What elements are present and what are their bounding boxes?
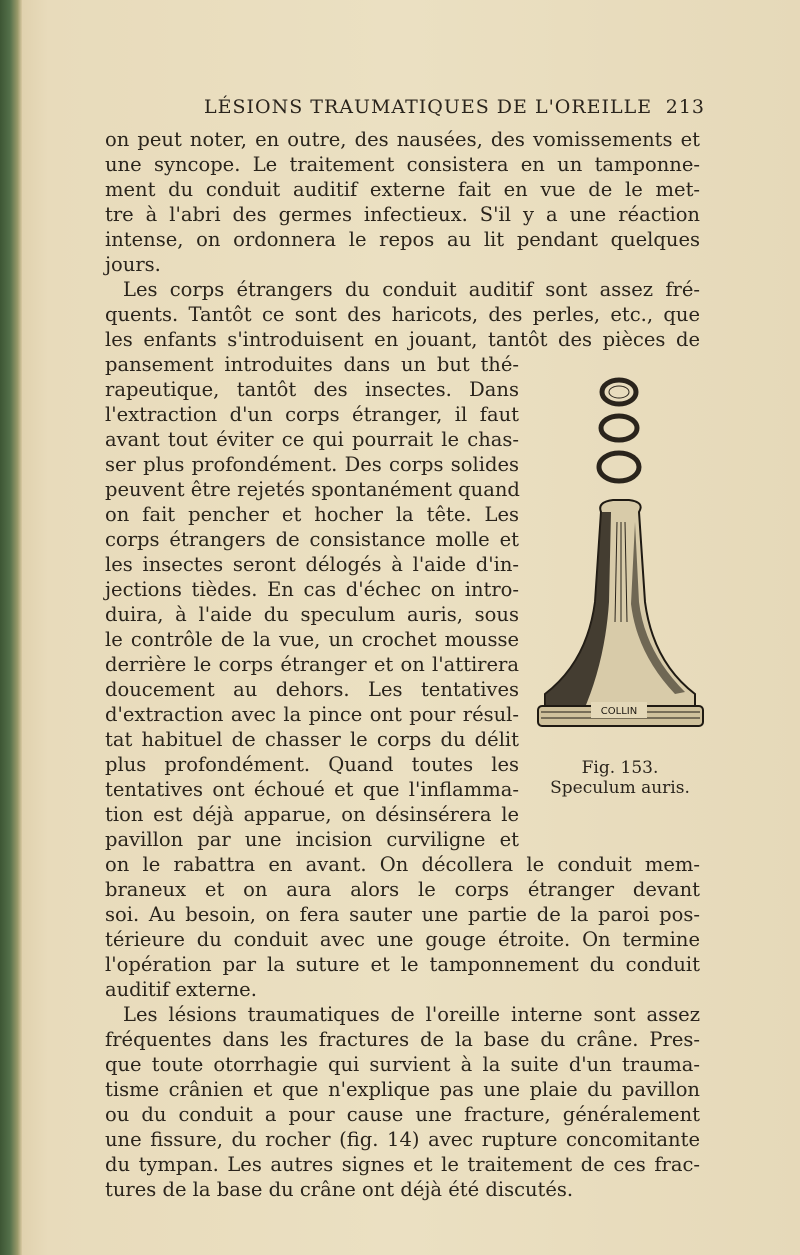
text-line: plus profondément. Quand toutes les [105,753,519,776]
text-line: intense, on ordonnera le repos au lit pendant quelques [105,228,700,251]
text-line: on le rabattra en avant. On décollera le conduit mem- [105,853,700,876]
text-line: Les corps étrangers du conduit auditif sont assez fré- [123,278,700,301]
text-line: une syncope. Le traitement consistera en un tamponne- [105,153,700,176]
text-line: l'opération par la suture et le tamponnement du conduit [105,953,700,976]
text-line: tion est déjà apparue, on désinsérera le [105,803,519,826]
text-line: que toute otorrhagie qui survient à la suite d'un trauma- [105,1053,700,1076]
figure-caption: Speculum auris. [550,778,690,798]
figure-number: Fig. 153. [581,758,659,778]
text-line: on fait pencher et hocher la tête. Les [105,503,519,526]
running-header [105,96,705,122]
book-binding-edge [0,0,22,1255]
text-line: l'extraction d'un corps étranger, il faut [105,403,519,426]
text-line: les insectes seront délogés à l'aide d'in- [105,553,519,576]
text-line: corps étrangers de consistance molle et [105,528,519,551]
text-line: rapeutique, tantôt des insectes. Dans [105,378,519,401]
text-line: fréquentes dans les fractures de la base du crâne. Pres- [105,1028,700,1051]
text-line: d'extraction avec la pince ont pour résul- [105,703,519,726]
text-line: soi. Au besoin, on fera sauter une partie de la paroi pos- [105,903,700,926]
text-line: braneux et on aura alors le corps étranger devant [105,878,700,901]
maker-stamp: COLLIN [600,706,638,717]
ring-middle [601,416,637,440]
text-line: pavillon par une incision curviligne et [105,828,519,851]
text-line: ou du conduit a pour cause une fracture, généralement [105,1103,700,1126]
text-line: tre à l'abri des germes infectieux. S'il y a une réaction [105,203,700,226]
text-line: jours. [105,253,161,276]
text-line: Les lésions traumatiques de l'oreille interne sont assez [123,1003,700,1026]
text-line: ment du conduit auditif externe fait en vue de le met- [105,178,700,201]
text-line: tisme crânien et que n'explique pas une plaie du pavillon [105,1078,700,1101]
text-line: avant tout éviter ce qui pourrait le chas- [105,428,519,451]
text-line: jections tièdes. En cas d'échec on intro- [105,578,519,601]
text-line: peuvent être rejetés spontanément quand [105,478,520,501]
text-line: on peut noter, en outre, des nausées, des vomissements et [105,128,700,151]
page-number: 213 [665,96,705,118]
text-line: auditif externe. [105,978,257,1001]
running-title: LÉSIONS TRAUMATIQUES DE L'OREILLE [204,96,653,118]
text-line: duira, à l'aide du speculum auris, sous [105,603,519,626]
text-line: tures de la base du crâne ont déjà été discutés. [105,1178,574,1201]
text-line: le contrôle de la vue, un crochet mousse [105,628,519,651]
ring-top [602,380,636,404]
funnel-body [538,500,703,726]
ring-bottom [599,453,639,481]
text-line: les enfants s'introduisent en jouant, tantôt des pièces de [105,328,700,351]
text-line: pansement introduites dans un but thé- [105,353,519,376]
text-line: doucement au dehors. Les tentatives [105,678,519,701]
text-line: quents. Tantôt ce sont des haricots, des perles, etc., que [105,303,700,326]
speculum-drawing [535,372,715,752]
text-line: tat habituel de chasser le corps du délit [105,728,519,751]
text-line: du tympan. Les autres signes et le traitement de ces frac- [105,1153,700,1176]
text-line: derrière le corps étranger et on l'attirera [105,653,519,676]
text-line: ser plus profondément. Des corps solides [105,453,519,476]
text-line: tentatives ont échoué et que l'inflamma- [105,778,519,801]
speculum-illustration [535,372,715,752]
text-line: une fissure, du rocher (fig. 14) avec rupture concomitante [105,1128,700,1151]
text-line: térieure du conduit avec une gouge étroite. On termine [105,928,700,951]
